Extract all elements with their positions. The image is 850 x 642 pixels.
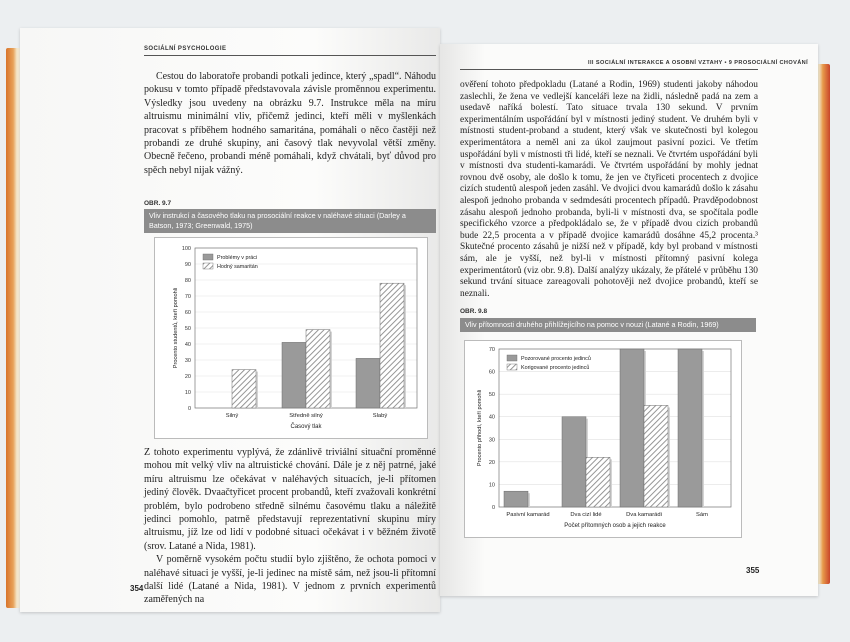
bar <box>282 342 306 408</box>
bar <box>620 349 644 507</box>
legend-swatch <box>507 355 517 361</box>
y-tick-label: 40 <box>488 414 495 421</box>
x-tick-label: Dva kamarádi <box>626 512 662 518</box>
x-tick-label: Dva cizí lidé <box>570 512 602 518</box>
x-axis-label: Počet přítomných osob a jejich reakce <box>564 523 666 529</box>
left-page <box>20 28 440 612</box>
y-tick-label: 60 <box>184 310 191 316</box>
bar <box>644 405 668 507</box>
y-tick-label: 30 <box>184 358 191 364</box>
bar <box>380 283 404 408</box>
y-tick-label: 10 <box>184 390 191 396</box>
y-tick-label: 0 <box>491 505 495 511</box>
y-tick-label: 50 <box>488 392 495 399</box>
right-paragraph-1: ověření tohoto předpokladu (Latané a Rodin, 1969) studenti jakoby náhodou zaslechli, že žena ve vedlejší kanceláři leze na židli, následně padá na zem a usedavě naříká bolestí. Tato situace trvala 130 sekund. V prvním experimentálním uspořádání byl v místnosti jediný student. Ve druhém byli v místnosti student-proband a student, který však ve skutečnosti byl kolegou experimentátora a neměl ani za úkol zaujmout pasivní pozici. Ve třetím uspořádání byli v místnosti tři lidé, kteří se neznali. Ve čtvrtém uspořádání byli v místnosti dva studenti-kamarádi. Ve čtvrtém uspořádání by mohly jednat rovnou dvě osoby, ale došlo k tomu, že jen ve čtyřiceti procentech z dvojice cizích studentů alespoň jeden zasáhl. Ve dvojici dvou kamarádů došlo k zásahu alespoň jednoho probanda v sedmdesáti procentech případů. Pravděpodobnost zásahu alespoň jednoho probanda, byli-li v místnosti dva, se spočítala podle specifického vzorce a předpokládalo se, že v případě dvou cizích probandů bude 22,5 procenta a v případě dvojice kamarádů dosáhne 45,2 procenta.³ Skutečné procento zásahů je nižší než v případě, kdy byl proband v místnosti sám, ale je vyšší, než byl-li v místnosti přítomný pasivní kolega experimentátorů (viz obr. 9.8). Další analýzy ukázaly, že přátelé v průběhu 130 sekund trvání situace zareagovali pohotověji než dvojice probandů, kteří se neznali. <box>460 80 758 299</box>
legend-swatch <box>203 254 213 260</box>
chart-9-8-svg <box>465 341 741 537</box>
y-axis-label: Procento přihodí, kteří pomohli <box>477 389 483 467</box>
x-tick-label: Pasivní kamarád <box>506 512 550 518</box>
bar <box>562 417 586 507</box>
bar <box>586 457 610 507</box>
y-tick-label: 10 <box>488 482 495 489</box>
y-tick-label: 70 <box>488 347 495 353</box>
y-tick-label: 70 <box>184 294 191 300</box>
bar <box>678 349 702 507</box>
y-tick-label: 90 <box>184 262 191 268</box>
legend-label: Problémy v práci <box>217 255 258 261</box>
right-running-head: III SOCIÁLNÍ INTERAKCE A OSOBNÍ VZTAHY • 9 PROSOCIÁLNÍ CHOVÁNÍ <box>588 60 809 66</box>
x-tick-label: Sám <box>696 512 708 518</box>
bar <box>504 491 528 507</box>
y-axis-label: Procento studentů, kteří pomohli <box>173 287 179 369</box>
y-tick-label: 20 <box>184 374 191 380</box>
left-running-head: SOCIÁLNÍ PSYCHOLOGIE <box>144 46 227 52</box>
x-tick-label: Středně silný <box>289 413 323 419</box>
legend-label: Pozorované procento jedinců <box>521 356 591 362</box>
y-tick-label: 0 <box>187 406 191 412</box>
y-tick-label: 60 <box>488 369 495 376</box>
x-axis-label: Časový tlak <box>290 424 322 430</box>
y-tick-label: 40 <box>184 342 191 348</box>
y-tick-label: 80 <box>184 278 191 284</box>
bar <box>356 358 380 408</box>
bar <box>232 370 256 408</box>
figure-9-8-caption: Vliv přítomnosti druhého přihlížejícího na pomoc v nouzi (Latané a Rodin, 1969) <box>460 318 756 332</box>
bar <box>306 330 330 408</box>
legend-swatch <box>203 263 213 269</box>
y-tick-label: 50 <box>184 326 191 332</box>
legend-swatch <box>507 364 517 370</box>
left-head-rule <box>144 55 436 56</box>
figure-9-8-label: OBR. 9.8 <box>460 308 488 315</box>
left-paragraph-2: Z tohoto experimentu vyplývá, že zdánlivě triviální situační proměnné mohou mít velký vliv na altruistické chování. Dále je z něj patrné, jaké míru altruismu lze očekávat v naléhavých situacích, je-li přítomen jediný člověk. Dvaačtyřicet procent probandů, kteří zvažovali konkrétní problém, bylo podrobeno středně silnému časovému tlaku a náležitě jedinci pomohlo, patrně představují reprezentativní skupinu míry altruismu, jíž lze od lidí v podobné situaci očekávat i v běžném životě (srov. Latané a Nida, 1981). V poměrně vysokém počtu studií bylo zjištěno, že ochota pomoci v naléhavé situaci je vyšší, je-li jedinec na místě sám, než jsou-li přítomní další lidé (Latané a Nida, 1981). V jednom z prvních experimentů zaměřených na <box>144 447 436 606</box>
x-tick-label: Slabý <box>372 413 388 419</box>
chart-9-7-svg <box>155 238 427 438</box>
y-tick-label: 100 <box>181 246 191 252</box>
y-tick-label: 20 <box>488 459 495 466</box>
figure-9-7-chart <box>154 237 428 439</box>
right-head-rule <box>460 69 758 70</box>
figure-9-7-label: OBR. 9.7 <box>144 200 172 207</box>
legend-label: Korigované procento jedinců <box>521 365 590 371</box>
x-tick-label: Silný <box>225 413 239 419</box>
figure-9-7-caption: Vliv instrukcí a časového tlaku na prosociální reakce v naléhavé situaci (Darley a Batson, 1973; Greenwald, 1975) <box>144 209 436 233</box>
legend-label: Hodný samaritán <box>217 264 258 270</box>
left-page-number: 354 <box>130 584 144 593</box>
y-tick-label: 30 <box>488 437 495 444</box>
right-page-number: 355 <box>746 566 760 575</box>
right-page <box>440 44 818 596</box>
figure-9-8-chart <box>464 340 742 538</box>
left-paragraph-1: Cestou do laboratoře probandi potkali jedince, který „spadl“. Náhodu pokusu v tomto případě představovala závisle proměnnou experimentu. Výsledky jsou uvedeny na obrázku 9.7. Instrukce měla na míru altruismu minimální vliv, přičemž jedinci, kteří měli v myšlenkách pracovat s příběhem hodného samaritána, pomáhali o něco častěji než probandi ze druhé skupiny, ani časový tlak nevyvolal větší změny. Obecně řečeno, probandi méně pomáhali, když chvátali, byť důvod pro spěch nebyl nijak vážný. <box>144 71 436 176</box>
